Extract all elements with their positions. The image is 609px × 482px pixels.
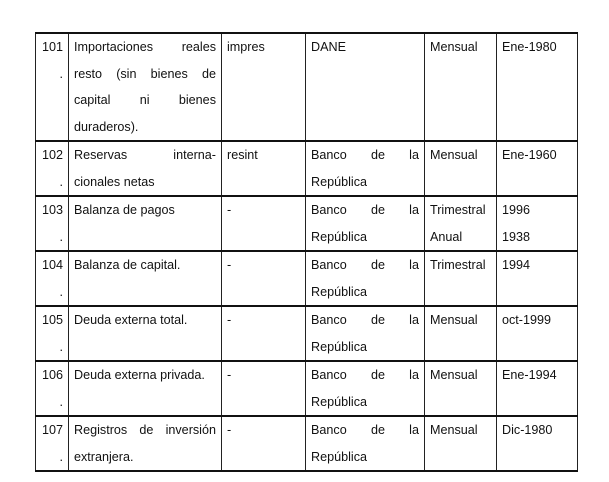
frequency-line: Trimestral (430, 203, 486, 217)
description-line: Registros de inversión (74, 423, 216, 437)
description-line: Reservas interna- (74, 148, 216, 162)
start-line: 1996 (502, 203, 531, 217)
row-number: 102. (36, 141, 69, 196)
row-start-date (497, 416, 578, 471)
row-frequency (425, 361, 497, 416)
row-source (306, 196, 425, 251)
source-line: DANE (311, 40, 346, 54)
row-start-date (497, 33, 578, 141)
row-description (69, 196, 222, 251)
row-code: - (222, 251, 306, 306)
description-line: Importaciones reales (74, 40, 216, 54)
source-line: República (311, 174, 368, 189)
frequency-line: Mensual (430, 148, 478, 162)
description-line: capital ni bienes (74, 93, 216, 107)
row-code: impres (222, 33, 306, 141)
start-line: oct-1999 (502, 313, 552, 327)
row-description (69, 33, 222, 141)
row-start-date (497, 361, 578, 416)
start-line: Ene-1994 (502, 368, 557, 382)
table-row (36, 251, 578, 306)
row-description (69, 251, 222, 306)
row-frequency (425, 196, 497, 251)
source-line: República (311, 284, 368, 299)
source-line: Banco de la (311, 368, 419, 382)
source-line: República (311, 339, 368, 354)
row-source (306, 361, 425, 416)
frequency-line: Mensual (430, 313, 478, 327)
row-frequency (425, 33, 497, 141)
row-frequency (425, 306, 497, 361)
row-start-date (497, 251, 578, 306)
row-source (306, 141, 425, 196)
row-number: 101. (36, 33, 69, 141)
table-row (36, 196, 578, 251)
description-line: Balanza de pagos (74, 203, 175, 217)
row-code: - (222, 416, 306, 471)
row-number: 106. (36, 361, 69, 416)
row-source (306, 306, 425, 361)
row-source (306, 33, 425, 141)
row-code: - (222, 361, 306, 416)
frequency-line: Mensual (430, 368, 478, 382)
source-line: República (311, 449, 368, 464)
row-start-date (497, 306, 578, 361)
start-line: Ene-1980 (502, 40, 557, 54)
source-line: Banco de la (311, 148, 419, 162)
table-row (36, 361, 578, 416)
frequency-line: Trimestral (430, 258, 486, 272)
row-description (69, 416, 222, 471)
row-frequency (425, 251, 497, 306)
row-code: - (222, 306, 306, 361)
table-row (36, 306, 578, 361)
row-code: resint (222, 141, 306, 196)
start-line: Dic-1980 (502, 423, 553, 437)
row-description (69, 361, 222, 416)
frequency-line: Anual (430, 229, 463, 244)
row-description (69, 306, 222, 361)
source-line: República (311, 394, 368, 409)
row-frequency (425, 141, 497, 196)
description-line: Balanza de capital. (74, 258, 181, 272)
description-line: extranjera. (74, 449, 134, 464)
row-start-date (497, 196, 578, 251)
row-number: 107. (36, 416, 69, 471)
row-source (306, 416, 425, 471)
description-line: resto (sin bienes de (74, 66, 216, 81)
source-line: República (311, 229, 368, 244)
source-line: Banco de la (311, 203, 419, 217)
source-line: Banco de la (311, 423, 419, 437)
start-line: 1994 (502, 258, 531, 272)
row-number: 104. (36, 251, 69, 306)
row-number: 103. (36, 196, 69, 251)
row-code: - (222, 196, 306, 251)
source-line: Banco de la (311, 313, 419, 327)
start-line: 1938 (502, 229, 531, 244)
table-row (36, 141, 578, 196)
variables-table (35, 32, 578, 472)
row-frequency (425, 416, 497, 471)
description-line: duraderos). (74, 119, 139, 134)
row-number: 105. (36, 306, 69, 361)
table-row (36, 416, 578, 471)
row-source (306, 251, 425, 306)
description-line: cionales netas (74, 174, 155, 189)
frequency-line: Mensual (430, 40, 478, 54)
table-row (36, 33, 578, 141)
source-line: Banco de la (311, 258, 419, 272)
table-body (36, 33, 578, 471)
start-line: Ene-1960 (502, 148, 557, 162)
description-line: Deuda externa total. (74, 313, 188, 327)
description-line: Deuda externa privada. (74, 368, 205, 382)
row-description (69, 141, 222, 196)
frequency-line: Mensual (430, 423, 478, 437)
row-start-date (497, 141, 578, 196)
